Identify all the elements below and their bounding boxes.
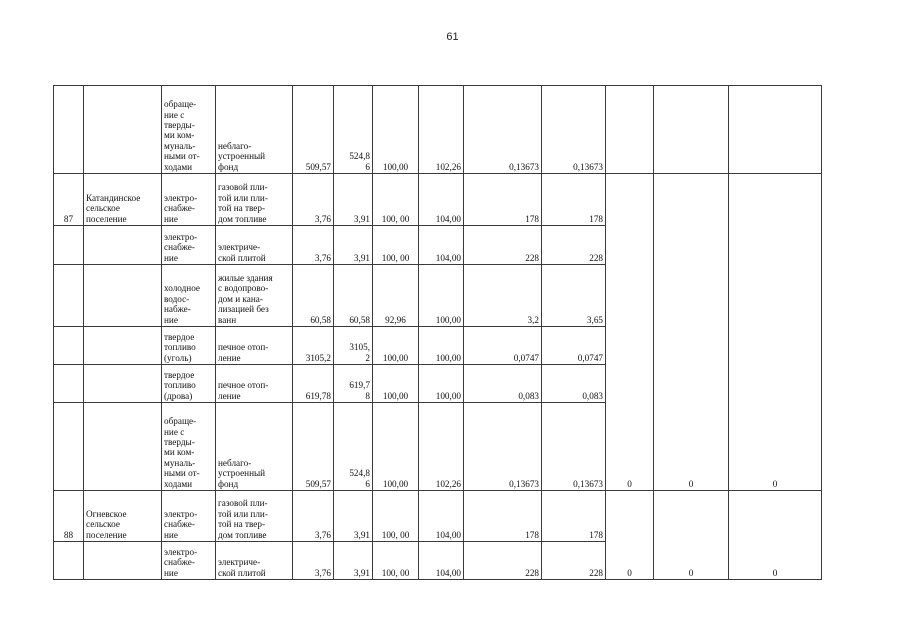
row-number	[54, 365, 84, 403]
resource-type: электро- снабже- ние	[162, 174, 216, 226]
norm-value-1: 228	[464, 226, 542, 265]
row-number	[54, 542, 84, 580]
norm-value-2: 0,0747	[542, 327, 606, 365]
tariff-value-1: 3,76	[293, 542, 334, 580]
index-value-1: 100, 00	[373, 542, 419, 580]
index-value-2: 100,00	[419, 265, 464, 327]
index-value-2: 104,00	[419, 491, 464, 542]
settlement-name	[84, 86, 162, 174]
tariff-value-2: 524,8 6	[334, 86, 373, 174]
norm-value-2: 178	[542, 174, 606, 226]
index-value-2: 104,00	[419, 174, 464, 226]
norm-value-1: 178	[464, 491, 542, 542]
settlement-name	[84, 265, 162, 327]
tariff-value-1: 3,76	[293, 491, 334, 542]
norm-value-1: 0,083	[464, 365, 542, 403]
row-number: 87	[54, 174, 84, 226]
row-number: 88	[54, 491, 84, 542]
norm-value-2: 3,65	[542, 265, 606, 327]
housing-condition: газовой пли- той или пли- той на твер- дом топливе	[216, 174, 293, 226]
row-number	[54, 403, 84, 491]
index-value-1: 100,00	[373, 403, 419, 491]
tariff-value-2: 3,91	[334, 174, 373, 226]
empty-cell	[654, 86, 729, 174]
tariff-value-2: 524,8 6	[334, 403, 373, 491]
index-value-2: 100,00	[419, 327, 464, 365]
tariff-value-1: 60,58	[293, 265, 334, 327]
norm-value-2: 0,083	[542, 365, 606, 403]
index-value-2: 104,00	[419, 226, 464, 265]
settlement-name	[84, 403, 162, 491]
row-number	[54, 86, 84, 174]
settlement-name	[84, 542, 162, 580]
merged-zero-3: 0	[729, 491, 822, 580]
settlement-name	[84, 365, 162, 403]
tariff-table	[53, 85, 822, 580]
tariff-value-2: 3,91	[334, 542, 373, 580]
norm-value-2: 228	[542, 542, 606, 580]
index-value-2: 102,26	[419, 86, 464, 174]
housing-condition: газовой пли- той или пли- той на твер- дом топливе	[216, 491, 293, 542]
norm-value-2: 228	[542, 226, 606, 265]
resource-type: обраще- ние с тверды- ми ком- муналь- ными от- ходами	[162, 86, 216, 174]
row-number	[54, 226, 84, 265]
index-value-1: 100,00	[373, 327, 419, 365]
table-row	[54, 86, 822, 174]
tariff-value-1: 3,76	[293, 174, 334, 226]
tariff-value-1: 3105,2	[293, 327, 334, 365]
index-value-1: 100, 00	[373, 226, 419, 265]
settlement-name	[84, 226, 162, 265]
empty-cell	[606, 86, 654, 174]
tariff-value-2: 3,91	[334, 226, 373, 265]
housing-condition: электриче- ской плитой	[216, 226, 293, 265]
index-value-1: 100, 00	[373, 491, 419, 542]
norm-value-1: 0,13673	[464, 403, 542, 491]
index-value-2: 100,00	[419, 365, 464, 403]
resource-type: обраще- ние с тверды- ми ком- муналь- ными от- ходами	[162, 403, 216, 491]
settlement-name: Огневское сельское поселение	[84, 491, 162, 542]
index-value-1: 92,96	[373, 265, 419, 327]
settlement-name	[84, 327, 162, 365]
merged-zero-2: 0	[654, 174, 729, 491]
index-value-1: 100, 00	[373, 174, 419, 226]
housing-condition: печное отоп- ление	[216, 327, 293, 365]
tariff-value-2: 3105, 2	[334, 327, 373, 365]
housing-condition: неблаго- устроенный фонд	[216, 403, 293, 491]
norm-value-1: 0,13673	[464, 86, 542, 174]
resource-type: электро- снабже- ние	[162, 542, 216, 580]
norm-value-1: 0,0747	[464, 327, 542, 365]
resource-type: электро- снабже- ние	[162, 226, 216, 265]
tariff-value-2: 619,7 8	[334, 365, 373, 403]
table-row	[54, 174, 822, 226]
index-value-1: 100,00	[373, 86, 419, 174]
norm-value-1: 178	[464, 174, 542, 226]
row-number	[54, 265, 84, 327]
index-value-2: 102,26	[419, 403, 464, 491]
merged-zero-1: 0	[606, 174, 654, 491]
resource-type: твердое топливо (уголь)	[162, 327, 216, 365]
housing-condition: печное отоп- ление	[216, 365, 293, 403]
page-number: 61	[446, 31, 459, 43]
resource-type: холодное водос- набже- ние	[162, 265, 216, 327]
row-number	[54, 327, 84, 365]
tariff-value-1: 619,78	[293, 365, 334, 403]
tariff-value-2: 3,91	[334, 491, 373, 542]
housing-condition: жилые здания с водопрово- дом и кана- лизацией без ванн	[216, 265, 293, 327]
resource-type: твердое топливо (дрова)	[162, 365, 216, 403]
settlement-name: Катандинское сельское поселение	[84, 174, 162, 226]
merged-zero-2: 0	[654, 491, 729, 580]
tariff-value-1: 509,57	[293, 86, 334, 174]
table-row	[54, 491, 822, 542]
housing-condition: электриче- ской плитой	[216, 542, 293, 580]
tariff-value-2: 60,58	[334, 265, 373, 327]
empty-cell	[729, 86, 822, 174]
norm-value-2: 178	[542, 491, 606, 542]
merged-zero-1: 0	[606, 491, 654, 580]
norm-value-2: 0,13673	[542, 86, 606, 174]
norm-value-2: 0,13673	[542, 403, 606, 491]
housing-condition: неблаго- устроенный фонд	[216, 86, 293, 174]
norm-value-1: 3,2	[464, 265, 542, 327]
tariff-value-1: 509,57	[293, 403, 334, 491]
resource-type: электро- снабже- ние	[162, 491, 216, 542]
index-value-1: 100,00	[373, 365, 419, 403]
tariff-value-1: 3,76	[293, 226, 334, 265]
norm-value-1: 228	[464, 542, 542, 580]
index-value-2: 104,00	[419, 542, 464, 580]
merged-zero-3: 0	[729, 174, 822, 491]
